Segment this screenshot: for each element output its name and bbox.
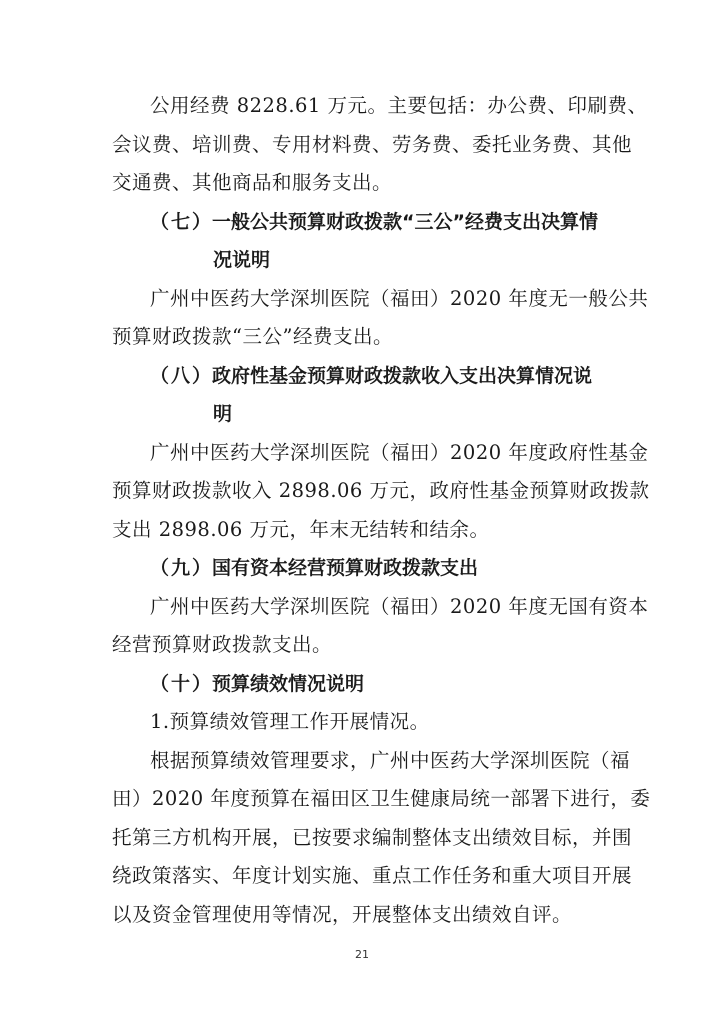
section-number: （十） [150,673,214,695]
section-title-continued: 明 [213,403,233,425]
section-heading-10 [150,670,364,698]
body-line: 田）2020 年度预算在福田区卫生健康局统一部署下进行，委 [112,787,651,810]
body-line: 支出 2898.06 万元，年末无结转和结余。 [112,518,490,541]
body-line: 1.预算绩效管理工作开展情况。 [150,710,430,733]
body-line: 交通费、其他商品和服务支出。 [112,171,393,194]
section-title: 政府性基金预算财政拨款收入支出决算情况说 [212,365,593,387]
page-number: 21 [355,948,369,961]
body-line: 经营预算财政拨款支出。 [112,633,333,656]
body-line: 预算财政拨款收入 2898.06 万元，政府性基金预算财政拨款 [112,479,650,502]
section-number: （九） [150,557,214,579]
body-line: 广州中医药大学深圳医院（福田）2020 年度政府性基金 [150,441,649,464]
body-line: 公用经费 8228.61 万元。主要包括：办公费、印刷费、 [150,94,648,117]
section-title: 国有资本经营预算财政拨款支出 [212,557,479,579]
section-title: 一般公共预算财政拨款“三公”经费支出决算情 [212,211,598,233]
section-number: （七） [150,211,214,233]
section-heading-8 [150,362,592,390]
section-number: （八） [150,365,214,387]
body-line: 绕政策落实、年度计划实施、重点工作任务和重大项目开展 [112,864,633,887]
body-line: 广州中医药大学深圳医院（福田）2020 年度无一般公共 [150,287,649,310]
body-line: 广州中医药大学深圳医院（福田）2020 年度无国有资本 [150,595,649,618]
section-heading-9 [150,554,478,582]
section-title: 预算绩效情况说明 [212,673,365,695]
body-line: 预算财政拨款“三公”经费支出。 [112,325,393,348]
body-line: 会议费、培训费、专用材料费、劳务费、委托业务费、其他 [112,133,633,156]
section-heading-7 [150,208,598,236]
body-line: 根据预算绩效管理要求，广州中医药大学深圳医院（福 [150,749,631,772]
section-title-continued: 况说明 [213,249,271,271]
body-line: 托第三方机构开展，已按要求编制整体支出绩效目标，并围 [112,826,633,849]
body-line: 以及资金管理使用等情况，开展整体支出绩效自评。 [112,903,573,926]
